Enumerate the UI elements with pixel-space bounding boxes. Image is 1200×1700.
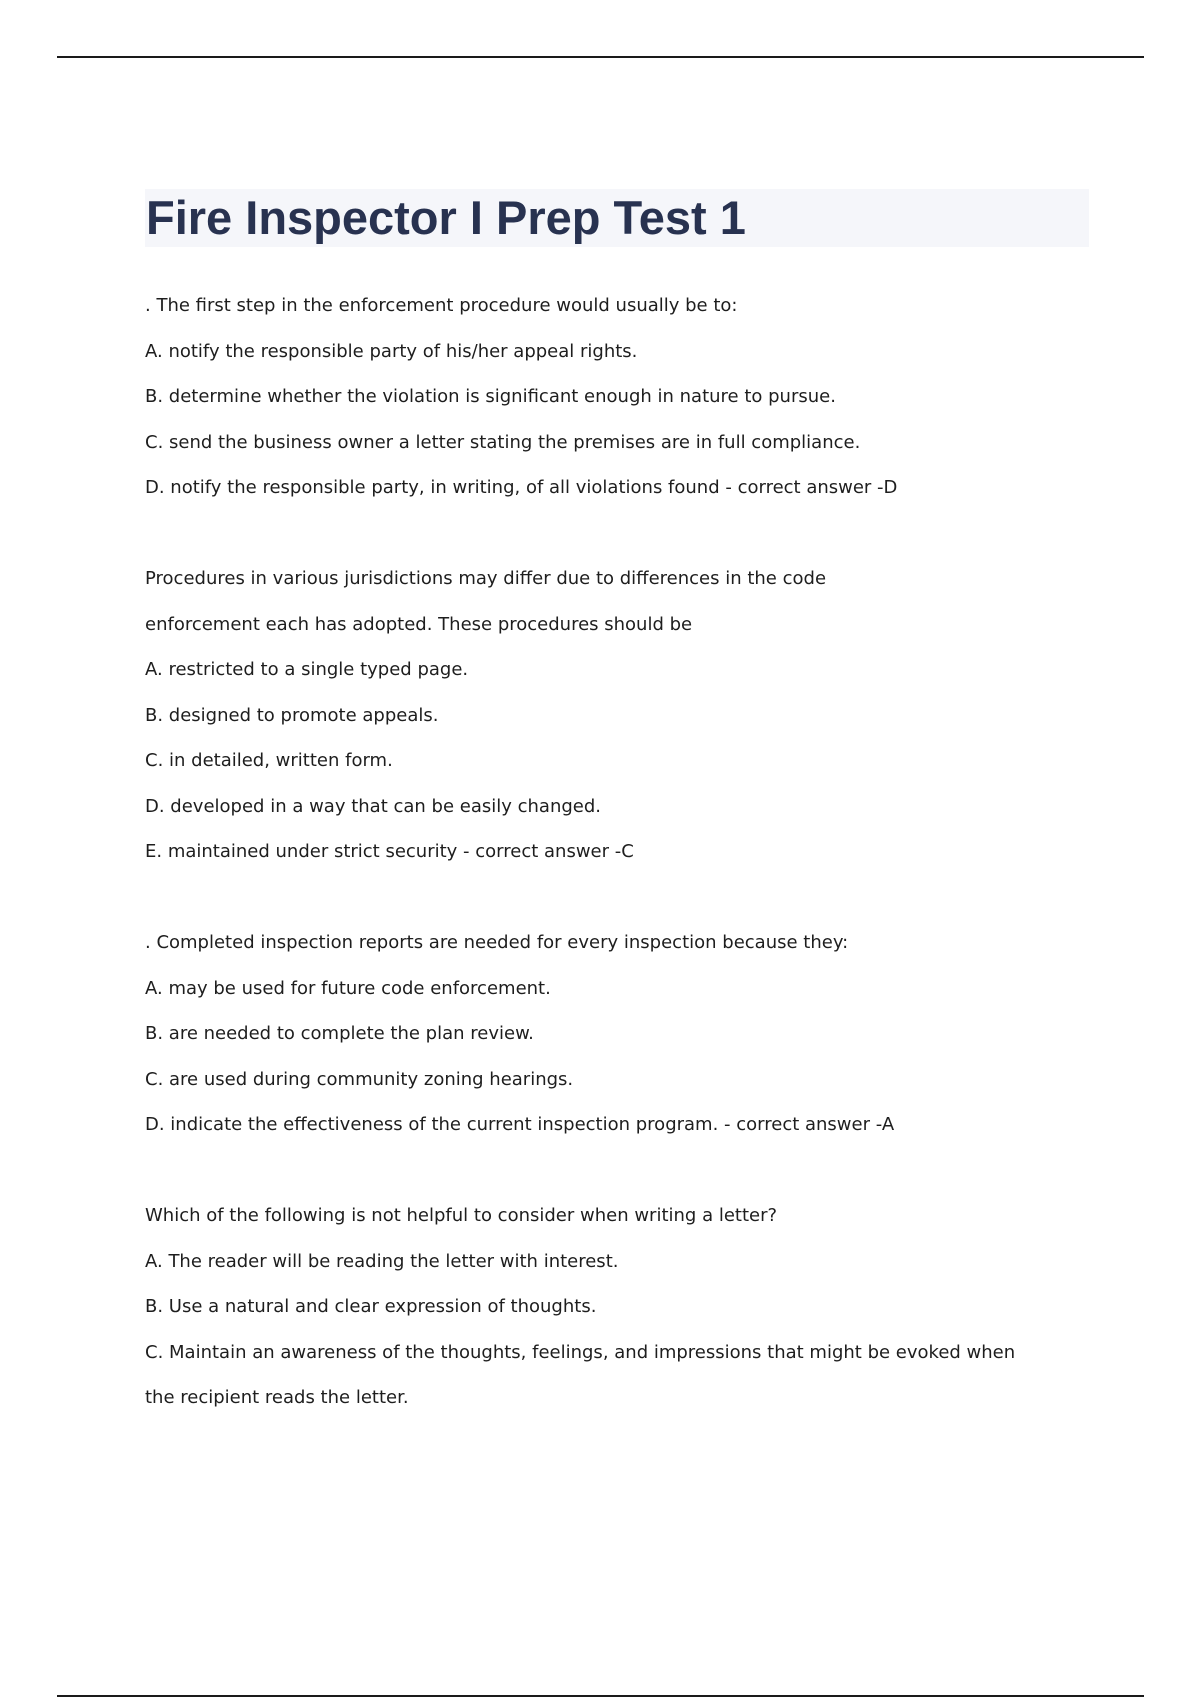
question-3-option-a: A. may be used for future code enforcement. xyxy=(145,977,551,999)
question-4-option-c: C. Maintain an awareness of the thoughts, feelings, and impressions that might be evoked when xyxy=(145,1341,1016,1363)
question-1-option-d-answer: D. notify the responsible party, in writing, of all violations found - correct answer -D xyxy=(145,477,898,498)
question-2-option-b: B. designed to promote appeals. xyxy=(145,704,439,726)
question-2-text: Procedures in various jurisdictions may differ due to differences in the code xyxy=(145,568,827,589)
question-4-option-a: A. The reader will be reading the letter with interest. xyxy=(145,1250,619,1272)
header-rule xyxy=(57,56,1144,58)
question-2-option-a: A. restricted to a single typed page. xyxy=(145,659,469,680)
question-spacer xyxy=(145,1152,1045,1198)
questions-body xyxy=(145,287,1045,1425)
question-1-option-c: C. send the business owner a letter stating the premises are in full compliance. xyxy=(145,431,861,453)
question-2-option-d: D. developed in a way that can be easily changed. xyxy=(145,795,602,817)
question-4-text: Which of the following is not helpful to consider when writing a letter? xyxy=(145,1205,778,1226)
question-1-text: . The first step in the enforcement procedure would usually be to: xyxy=(145,295,738,316)
question-2-text-cont: enforcement each has adopted. These procedures should be xyxy=(145,613,693,635)
question-3-option-b: B. are needed to complete the plan review. xyxy=(145,1023,534,1044)
question-2-option-c: C. in detailed, written form. xyxy=(145,750,393,771)
question-spacer xyxy=(145,879,1045,925)
question-2-option-e-answer: E. maintained under strict security - correct answer -C xyxy=(145,841,634,862)
question-spacer xyxy=(145,515,1045,561)
footer-rule xyxy=(57,1695,1144,1697)
question-3-option-d-answer: D. indicate the effectiveness of the current inspection program. - correct answer -A xyxy=(145,1114,895,1135)
question-1-option-b: B. determine whether the violation is significant enough in nature to pursue. xyxy=(145,386,836,407)
question-1-option-a: A. notify the responsible party of his/her appeal rights. xyxy=(145,340,638,362)
question-4-option-b: B. Use a natural and clear expression of thoughts. xyxy=(145,1296,597,1317)
page-title: Fire Inspector I Prep Test 1 xyxy=(146,191,746,244)
question-3-option-c: C. are used during community zoning hearings. xyxy=(145,1068,574,1090)
question-4-option-c-cont: the recipient reads the letter. xyxy=(145,1387,409,1408)
question-3-text: . Completed inspection reports are needed for every inspection because they: xyxy=(145,932,849,953)
